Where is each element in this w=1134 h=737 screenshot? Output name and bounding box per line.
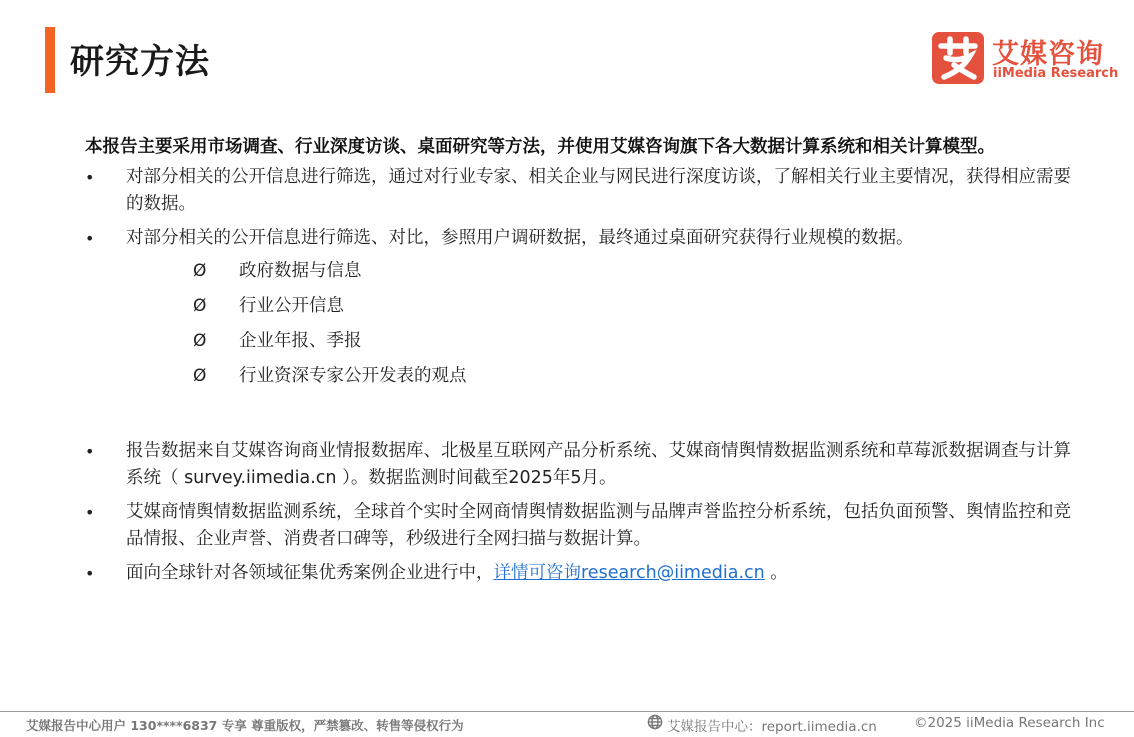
sub-item-text: 行业资深专家公开发表的观点 bbox=[239, 366, 467, 386]
sub-list-item bbox=[85, 328, 1085, 355]
iimedia-logo-icon bbox=[932, 32, 984, 84]
report-body bbox=[85, 134, 1085, 587]
bullet-dot: • bbox=[85, 229, 95, 248]
page-title: 研究方法 bbox=[70, 42, 210, 82]
list-item bbox=[85, 438, 1085, 492]
bullet-text-prefix: 面向全球针对各领域征集优秀案例企业进行中， bbox=[126, 563, 494, 583]
globe-icon bbox=[647, 714, 663, 730]
bullet-text: 对部分相关的公开信息进行筛选，通过对行业专家、相关企业与网民进行深度访谈，了解相关行业主要情况，获得相应需要的数据。 bbox=[126, 167, 1071, 214]
bullet-dot: • bbox=[85, 442, 95, 461]
footer-copyright: ©2025 iiMedia Research Inc bbox=[914, 715, 1105, 731]
bullet-text: 对部分相关的公开信息进行筛选、对比，参照用户调研数据，最终通过桌面研究获得行业规模的数据。 bbox=[126, 228, 914, 248]
sub-item-text: 行业公开信息 bbox=[239, 296, 344, 316]
sub-item-text: 企业年报、季报 bbox=[239, 331, 362, 351]
sub-list-item bbox=[85, 363, 1085, 390]
logo-english-name: iiMedia Research bbox=[993, 66, 1119, 81]
logo-chinese-name: 艾媒咨询 bbox=[992, 39, 1104, 70]
bullet-dot: • bbox=[85, 503, 95, 522]
sub-list-item bbox=[85, 293, 1085, 320]
bullet-text: 报告数据来自艾媒咨询商业情报数据库、北极星互联网产品分析系统、艾媒商情舆情数据监测系统和草莓派数据调查与计算系统（ survey.iimedia.cn ）。数据监测时间截至2025年5月。 bbox=[126, 441, 1071, 488]
bullet-dot: • bbox=[85, 564, 95, 583]
sub-bullet-mark: Ø bbox=[193, 296, 207, 316]
sub-item-text: 政府数据与信息 bbox=[239, 261, 362, 281]
footer-report-center-link[interactable]: 艾媒报告中心：report.iimedia.cn bbox=[667, 719, 877, 735]
sub-bullet-mark: Ø bbox=[193, 366, 207, 386]
list-item bbox=[85, 560, 1085, 587]
contact-email-link[interactable]: 详情可咨询research@iimedia.cn bbox=[493, 563, 765, 583]
sub-bullet-mark: Ø bbox=[193, 261, 207, 281]
list-item bbox=[85, 164, 1085, 218]
footer-copyright-notice: 艾媒报告中心用户 130****6837 专享 尊重版权，严禁篡改、转售等侵权行为 bbox=[26, 718, 464, 733]
bullet-text: 艾媒商情舆情数据监测系统，全球首个实时全网商情舆情数据监测与品牌声誉监控分析系统，包括负面预警、舆情监控和竞品情报、企业声誉、消费者口碑等，秒级进行全网扫描与数据计算。 bbox=[126, 502, 1071, 549]
intro-paragraph: 本报告主要采用市场调查、行业深度访谈、桌面研究等方法，并使用艾媒咨询旗下各大数据计算系统和相关计算模型。 bbox=[85, 137, 995, 157]
bullet-text-suffix: 。 bbox=[764, 563, 788, 583]
sub-list-item bbox=[85, 258, 1085, 285]
footer-divider bbox=[0, 711, 1134, 712]
list-item bbox=[85, 225, 1085, 252]
iimedia-logo[interactable] bbox=[932, 32, 1117, 86]
list-item bbox=[85, 499, 1085, 553]
sub-bullet-mark: Ø bbox=[193, 331, 207, 351]
bullet-dot: • bbox=[85, 168, 95, 187]
title-accent-bar bbox=[45, 27, 55, 93]
